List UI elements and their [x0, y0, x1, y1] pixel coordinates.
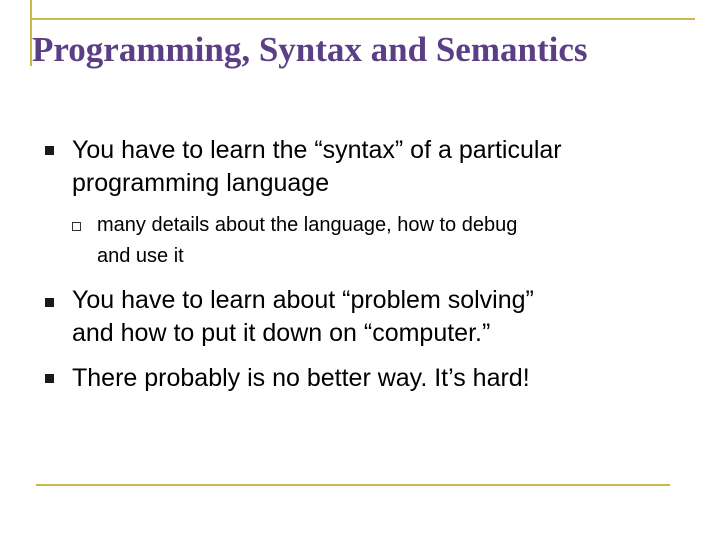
bullet-2-line-1: You have to learn about “problem solving” — [72, 286, 534, 314]
bullet-3-line-1: There probably is no better way. It’s hard! — [72, 364, 530, 392]
bullet-2-line-2: and how to put it down on “computer.” — [72, 319, 491, 347]
sub-bullet-1-line-2: and use it — [97, 245, 184, 267]
bottom-divider — [36, 484, 670, 486]
bullet-1-line-2: programming language — [72, 169, 330, 197]
bullet-1-line-1: You have to learn the “syntax” of a particular — [72, 136, 562, 164]
sub-bullet-1-line-1: many details about the language, how to debug — [97, 214, 518, 236]
square-bullet-icon — [45, 298, 54, 307]
slide-title: Programming, Syntax and Semantics — [32, 30, 588, 69]
square-bullet-icon — [45, 374, 54, 383]
top-divider — [30, 18, 695, 20]
hollow-square-bullet-icon — [72, 222, 81, 231]
square-bullet-icon — [45, 146, 54, 155]
